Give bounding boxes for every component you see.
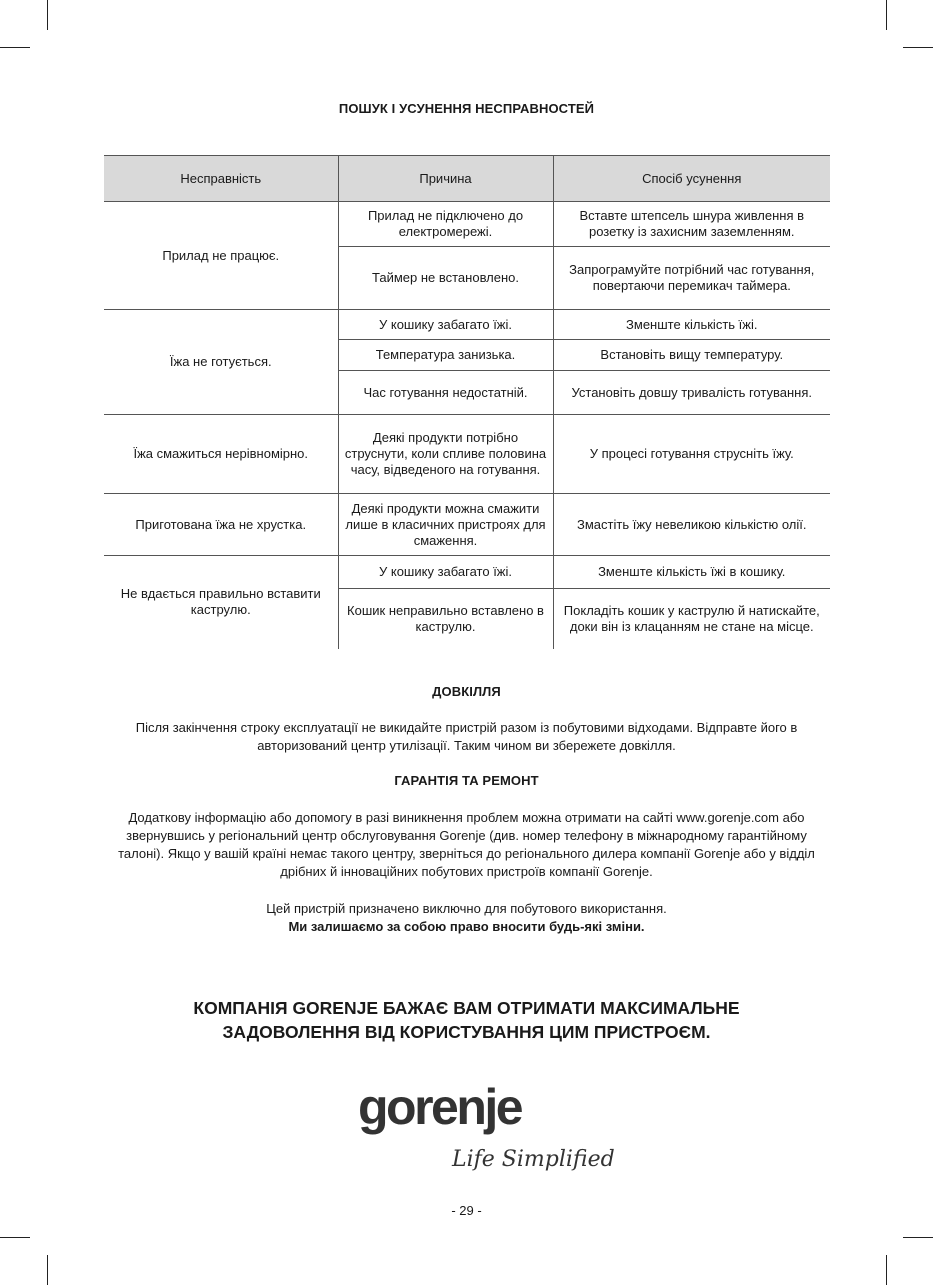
gorenje-tagline-logo [450,1136,615,1176]
troubleshooting-title: ПОШУК І УСУНЕННЯ НЕСПРАВНОСТЕЙ [338,101,595,116]
crop-mark [903,1237,933,1238]
promo-line-2: ЗАДОВОЛЕННЯ ВІД КОРИСТУВАННЯ ЦИМ ПРИСТРОЄМ. [222,1022,711,1042]
warranty-text: Додаткову інформацію або допомогу в разі виникнення проблем можна отримати на сайті www.gorenje.com або звернувшись у регіональний центр обслуговування Gorenje (див. номер телефону в міжнародному гарантійному талоні). Якщо у вашій країні немає такого центру, зверніться до регіонального дилера компанії Gorenje або у відділ дрібних й інноваційних побутових пристроїв компанії Gorenje. [118,810,815,879]
fault-cell: Їжа смажиться нерівномірно. [104,415,338,494]
usage-note: Цей пристрій призначено виключно для побутового використання. [266,901,667,916]
warranty-title: ГАРАНТІЯ ТА РЕМОНТ [394,773,539,788]
cause-cell: Таймер не встановлено. [338,247,553,310]
environment-title: ДОВКІЛЛЯ [432,684,501,699]
table-row [104,310,830,340]
remedy-cell: Встановіть вищу температуру. [553,340,830,371]
cause-cell: Кошик неправильно вставлено в каструлю. [338,589,553,649]
promo-line-1: КОМПАНІЯ GORENJE БАЖАЄ ВАМ ОТРИМАТИ МАКСИМАЛЬНЕ [193,998,740,1018]
environment-text: Після закінчення строку експлуатації не викидайте пристрій разом із побутовими відходами. Відправте його в авторизований центр утилізації. Таким чином ви збережете довкілля. [135,720,798,753]
page-number: - 29 - [451,1203,482,1218]
header-remedy: Спосіб усунення [553,156,830,202]
remedy-cell: Зменште кількість їжі в кошику. [553,556,830,589]
header-fault: Несправність [104,156,338,202]
fault-cell: Не вдається правильно вставити каструлю. [120,586,321,618]
table-row [104,415,830,494]
remedy-cell: У процесі готування струсніть їжу. [553,415,830,494]
troubleshooting-table [104,155,830,649]
remedy-cell: Вставте штепсель шнура живлення в розетку із захисним заземленням. [553,202,830,247]
crop-mark [903,47,933,48]
cause-cell: У кошику забагато їжі. [338,556,553,589]
fault-cell: Їжа не готується. [104,310,338,415]
remedy-cell: Змастіть їжу невеликою кількістю олії. [553,494,830,556]
cause-cell: Час готування недостатній. [338,371,553,415]
crop-mark [886,1255,887,1285]
remedy-cell: Установіть довшу тривалість готування. [553,371,830,415]
cause-cell: Прилад не підключено до електромережі. [338,202,553,247]
table-row [104,556,830,589]
table-row [104,202,830,247]
crop-mark [0,47,30,48]
rights-note: Ми залишаємо за собою право вносити будь-які зміни. [288,919,645,934]
tagline-text: Life Simplified [452,1147,615,1172]
crop-mark [47,1255,48,1285]
cause-cell: Деякі продукти потрібно струснути, коли спливе половина часу, відведеного на готування. [338,415,553,494]
remedy-cell: Запрограмуйте потрібний час готування, повертаючи перемикач таймера. [553,247,830,310]
fault-cell: Прилад не працює. [104,202,338,310]
cause-cell: Температура занизька. [338,340,553,371]
remedy-cell: Покладіть кошик у каструлю й натискайте, доки він із клацанням не стане на місце. [553,589,830,649]
remedy-cell: Зменште кількість їжі. [553,310,830,340]
gorenje-logo: gorenje [358,1079,522,1135]
crop-mark [47,0,48,30]
crop-mark [0,1237,30,1238]
fault-cell: Приготована їжа не хрустка. [104,494,338,556]
cause-cell: У кошику забагато їжі. [338,310,553,340]
header-cause: Причина [338,156,553,202]
crop-mark [886,0,887,30]
cause-cell: Деякі продукти можна смажити лише в класичних пристроях для смаження. [338,494,553,556]
table-row [104,494,830,556]
